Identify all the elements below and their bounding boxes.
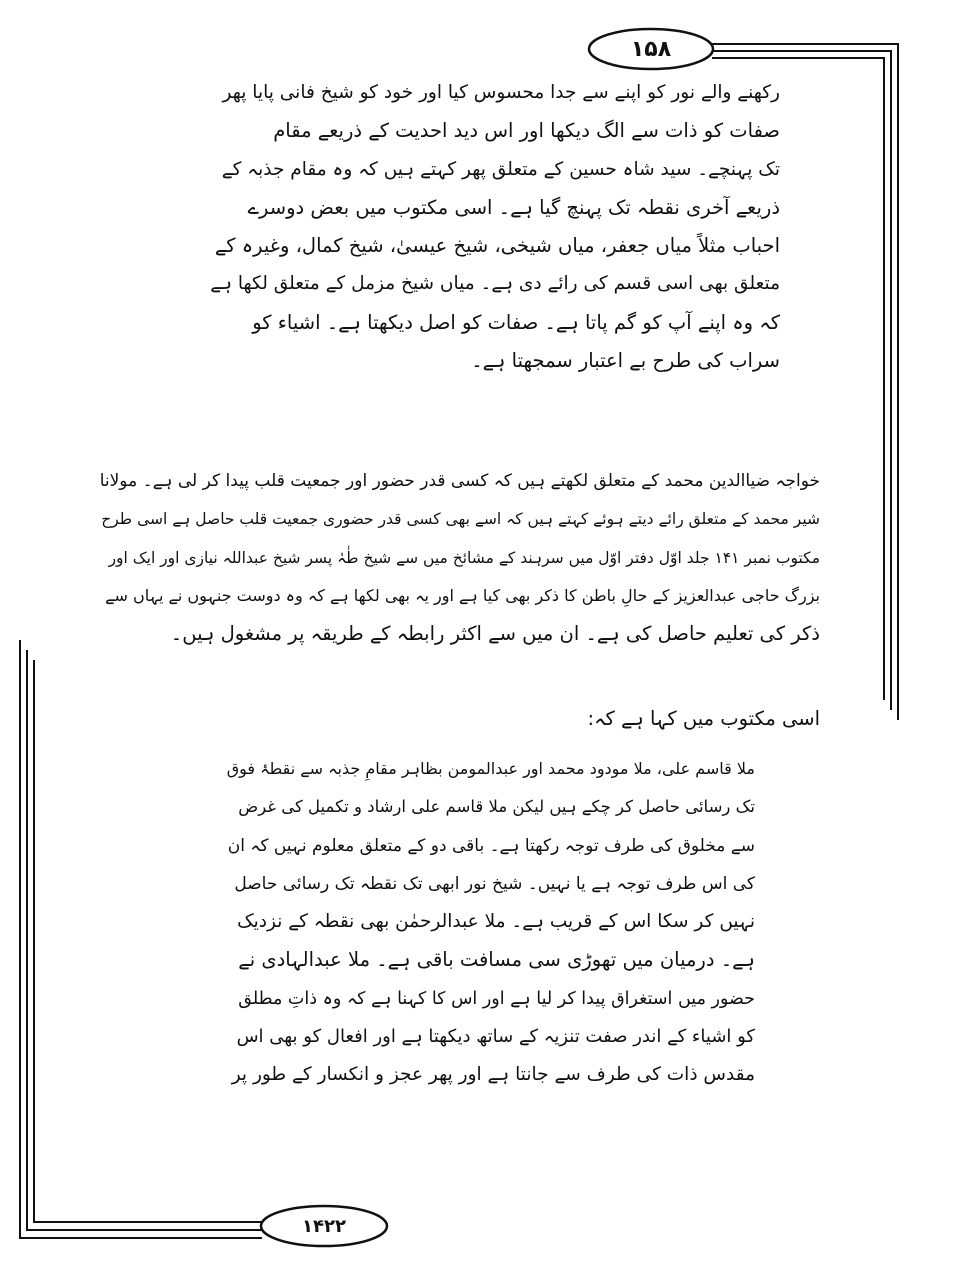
text-line: صفات کو ذات سے الگ دیکھا اور اس دید احدیت کے ذریعے مقام <box>273 119 780 143</box>
text-line: بزرگ حاجی عبدالعزیز کے حالِ باطن کا ذکر بھی کیا ہے اور یہ بھی لکھا ہے کہ وہ دوست جنہوں نے یہاں سے <box>105 585 820 605</box>
quote-line: نہیں کر سکا اس کے قریب ہے۔ ملا عبدالرحمٰن بھی نقطہ کے نزدیک <box>237 911 755 933</box>
intro-line: اسی مکتوب میں کہا ہے کہ: <box>587 707 820 730</box>
paragraph-continued <box>210 74 780 380</box>
quote-line: کی اس طرف توجہ ہے یا نہیں۔ شیخ نور ابھی تک نقطہ تک رسائی حاصل <box>234 873 755 894</box>
quote-line: تک رسائی حاصل کر چکے ہیں لیکن ملا قاسم علی ارشاد و تکمیل کی غرض <box>238 797 755 817</box>
quote-line: ہے۔ درمیان میں تھوڑی سی مسافت باقی ہے۔ ملا عبدالہادی نے <box>238 948 755 972</box>
paragraph-main <box>95 462 820 653</box>
text-line: متعلق بھی اسی قسم کی رائے دی ہے۔ میاں شیخ مزمل کے متعلق لکھا ہے <box>210 273 780 295</box>
text-line: احباب مثلاً میاں جعفر، میاں شیخی، شیخ عیسیٰ، شیخ کمال، وغیرہ کے <box>214 234 780 258</box>
page-number-bottom: ۱۴۲۲ <box>302 1215 346 1237</box>
text-line: رکھنے والے نور کو اپنے سے جدا محسوس کیا اور خود کو شیخ فانی پایا پھر <box>222 82 780 103</box>
quote-line: ملا قاسم علی، ملا مودود محمد اور عبدالمومن بظاہر مقامِ جذبہ سے نقطۂ فوق <box>226 759 755 778</box>
text-line: کہ وہ اپنے آپ کو گم پاتا ہے۔ صفات کو اصل دیکھتا ہے۔ اشیاء کو <box>252 310 780 334</box>
text-line: مکتوب نمبر ۱۴۱ جلد اوّل دفتر اوّل میں سرہند کے مشائخ میں سے شیخ طٰہٰ پسر شیخ عبداللہ نیازی اور ایک اور <box>108 548 820 567</box>
quote-line: مقدس ذات کی طرف سے جانتا ہے اور پھر عجز و انکسار کے طور پر <box>231 1064 755 1086</box>
quote-line: کو اشیاء کے اندر صفت تنزیہ کے ساتھ دیکھتا ہے اور افعال کو بھی اس <box>236 1026 755 1048</box>
quote-line: سے مخلوق کی طرف توجہ رکھتا ہے۔ باقی دو کے متعلق معلوم نہیں کہ ان <box>227 835 755 856</box>
text-line: ذکر کی تعلیم حاصل کی ہے۔ ان میں سے اکثر رابطہ کے طریقہ پر مشغول ہیں۔ <box>170 622 820 646</box>
text-line: شیر محمد کے متعلق رائے دیتے ہوئے کہتے ہیں کہ اسے بھی کسی قدر حضوری جمعیت قلب حاصل ہے اسی طرح <box>101 510 820 529</box>
text-line: ذریعے آخری نقطہ تک پہنچ گیا ہے۔ اسی مکتوب میں بعض دوسرے <box>247 195 780 219</box>
quote-line: حضور میں استغراق پیدا کر لیا ہے اور اس کا کہنا ہے کہ وہ ذاتِ مطلق <box>238 988 755 1009</box>
page-number-top: ۱۵۸ <box>630 36 672 62</box>
block-quote <box>225 750 755 1095</box>
quote-intro <box>95 700 820 738</box>
text-line: خواجہ ضیاالدین محمد کے متعلق لکھتے ہیں کہ کسی قدر حضور اور جمعیت قلب پیدا کر لی ہے۔ مولانا <box>99 471 820 491</box>
text-line: سراب کی طرح بے اعتبار سمجھتا ہے۔ <box>471 349 780 373</box>
text-line: تک پہنچے۔ سید شاہ حسین کے متعلق پھر کہتے ہیں کہ وہ مقام جذبہ کے <box>221 158 780 180</box>
